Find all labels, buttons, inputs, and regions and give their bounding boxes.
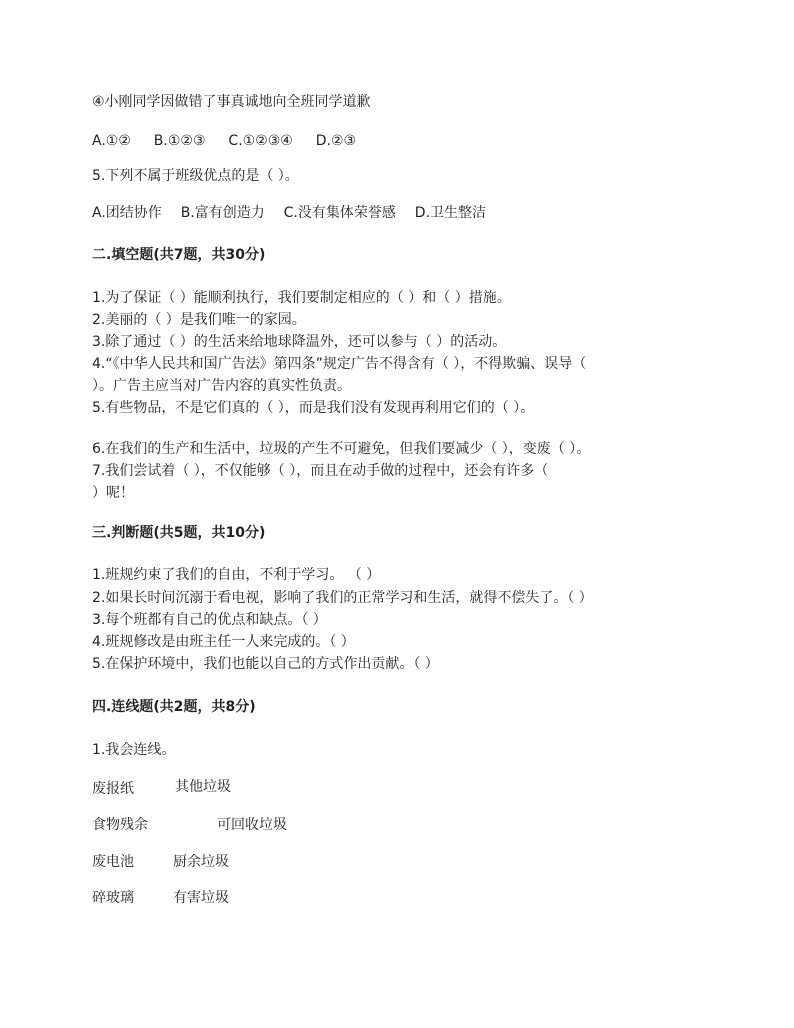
match-right-2: 可回收垃圾 xyxy=(217,817,287,833)
section-heading-true-false: 三.判断题(共5题，共10分) xyxy=(92,525,266,541)
fill-line-5: 5.有些物品，不是它们真的（ ），而是我们没有发现再利用它们的（ ）。 xyxy=(92,400,535,416)
fill-line-7-cont: ）呢！ xyxy=(92,485,134,501)
section-heading-matching: 四.连线题(共2题，共8分) xyxy=(92,699,256,715)
option-c: C.①②③④ xyxy=(228,133,293,149)
option-d: D.卫生整洁 xyxy=(414,205,487,221)
fill-line-6: 6.在我们的生产和生活中，垃圾的产生不可避免，但我们要减少（ ），变废（ ）。 xyxy=(92,441,591,457)
tf-line-5: 5.在保护环境中，我们也能以自己的方式作出贡献。（ ） xyxy=(92,656,439,672)
match-right-4: 有害垃圾 xyxy=(173,890,229,906)
option-b: B.①②③ xyxy=(153,133,206,149)
choice-item-4: ④小刚同学因做错了事真诚地向全班同学道歉 xyxy=(92,94,371,110)
question-5: 5.下列不属于班级优点的是（ ）。 xyxy=(92,168,299,184)
option-d: D.②③ xyxy=(315,133,357,149)
option-a: A.团结协作 xyxy=(92,205,162,221)
match-left-3: 废电池 xyxy=(92,854,134,870)
match-left-4: 碎玻璃 xyxy=(92,890,134,906)
match-right-1: 其他垃圾 xyxy=(175,779,231,795)
tf-line-1: 1.班规约束了我们的自由，不利于学习。 （ ） xyxy=(92,567,381,583)
tf-line-4: 4.班规修改是由班主任一人来完成的。（ ） xyxy=(92,634,355,650)
option-c: C.没有集体荣誉感 xyxy=(283,205,396,221)
option-b: B.富有创造力 xyxy=(180,205,265,221)
fill-line-1: 1.为了保证（ ）能顺利执行，我们要制定相应的（ ）和（ ）措施。 xyxy=(92,290,511,306)
tf-line-3: 3.每个班都有自己的优点和缺点。（ ） xyxy=(92,612,327,628)
fill-line-4: 4.“《中华人民共和国广告法》第四条”规定广告不得含有（ ），不得欺骗、误导（ xyxy=(92,356,587,372)
fill-line-2: 2.美丽的（ ）是我们唯一的家园。 xyxy=(92,312,306,328)
fill-line-3: 3.除了通过（ ）的生活来给地球降温外，还可以参与（ ）的活动。 xyxy=(92,334,507,350)
options-q4 xyxy=(92,131,356,151)
match-left-2: 食物残余 xyxy=(92,817,148,833)
matching-question-1: 1.我会连线。 xyxy=(92,742,176,758)
match-right-3: 厨余垃圾 xyxy=(173,854,229,870)
match-left-1: 废报纸 xyxy=(92,781,134,797)
section-heading-fill-blank: 二.填空题(共7题，共30分) xyxy=(92,247,266,263)
option-a: A.①② xyxy=(92,133,131,149)
fill-line-7: 7.我们尝试着（ ），不仅能够（ ），而且在动手做的过程中，还会有许多（ xyxy=(92,463,549,479)
fill-line-4-cont: ）。广告主应当对广告内容的真实性负责。 xyxy=(92,378,351,394)
options-q5 xyxy=(92,203,486,223)
tf-line-2: 2.如果长时间沉溺于看电视，影响了我们的正常学习和生活，就得不偿失了。（ ） xyxy=(92,590,593,606)
